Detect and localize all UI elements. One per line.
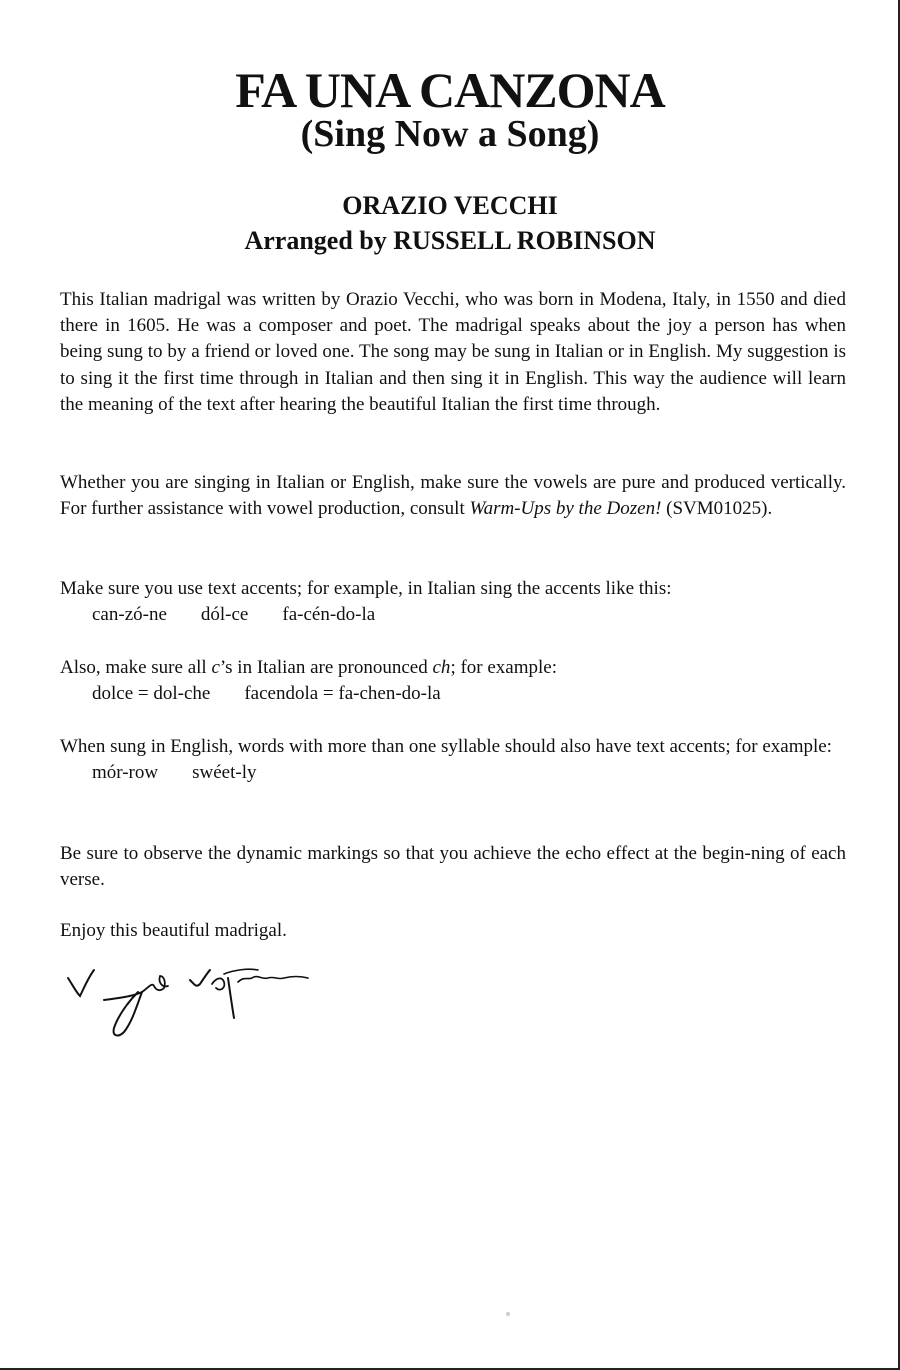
pronunciation-text: ; for example:	[450, 657, 558, 678]
book-code: (SVM01025).	[661, 498, 773, 520]
accent-example: mór-row	[92, 762, 159, 784]
letter-c: c	[211, 657, 220, 678]
song-subtitle: (Sing Now a Song)	[300, 113, 600, 155]
accent-example: fa-cén-do-la	[282, 604, 376, 626]
arranger-credit: Arranged by RUSSELL ROBINSON	[244, 226, 656, 255]
closing-line: Enjoy this beautiful madrigal.	[60, 920, 287, 941]
vowel-paragraph-text: Whether you are singing in Italian or English, make sure the vowels are pure and produced vertically. For further assistance with vowel production, consult	[60, 472, 846, 520]
italian-accents-paragraph	[60, 576, 846, 628]
handwritten-signature	[62, 952, 322, 1044]
pronunciation-example: facendola = fa-chen-do-la	[244, 683, 441, 705]
english-accents-paragraph	[60, 734, 846, 786]
pronunciation-intro	[60, 657, 557, 678]
vowel-paragraph	[60, 470, 846, 522]
composer-name: ORAZIO VECCHI	[342, 191, 558, 220]
dynamics-paragraph: Be sure to observe the dynamic markings so that you achieve the echo effect at the begin-ning of each verse.	[60, 843, 846, 891]
book-title: Warm-Ups by the Dozen!	[469, 498, 662, 520]
pronunciation-examples	[60, 681, 846, 707]
accent-example: can-zó-ne	[92, 604, 167, 626]
scan-speck	[506, 1312, 510, 1316]
pronunciation-text: Also, make sure all	[60, 657, 212, 678]
pronunciation-example: dolce = dol-che	[92, 683, 211, 705]
italian-accents-intro: Make sure you use text accents; for example, in Italian sing the accents like this:	[60, 578, 672, 599]
pronunciation-paragraph	[60, 655, 846, 707]
accent-example: swéet-ly	[192, 762, 257, 784]
pronunciation-text: ’s in Italian are pronounced	[219, 657, 433, 678]
intro-paragraph: This Italian madrigal was written by Orazio Vecchi, who was born in Modena, Italy, in 1550 and died there in 1605. He was a composer and poet. The madrigal speaks about the joy a person has when being sung to by a friend or loved one. The song may be sung in Italian or in English. My suggestion is to sing it the first time through in Italian and then sing it in English. This way the audience will learn the meaning of the text after hearing the beautiful Italian the first time through.	[60, 289, 846, 415]
letter-ch: ch	[432, 657, 451, 678]
song-title: FA UNA CANZONA	[235, 62, 665, 118]
english-accents-examples	[60, 760, 846, 786]
italian-accents-examples	[60, 602, 846, 628]
accent-example: dól-ce	[200, 604, 249, 626]
english-accents-intro: When sung in English, words with more than one syllable should also have text accents; for example:	[60, 736, 832, 757]
